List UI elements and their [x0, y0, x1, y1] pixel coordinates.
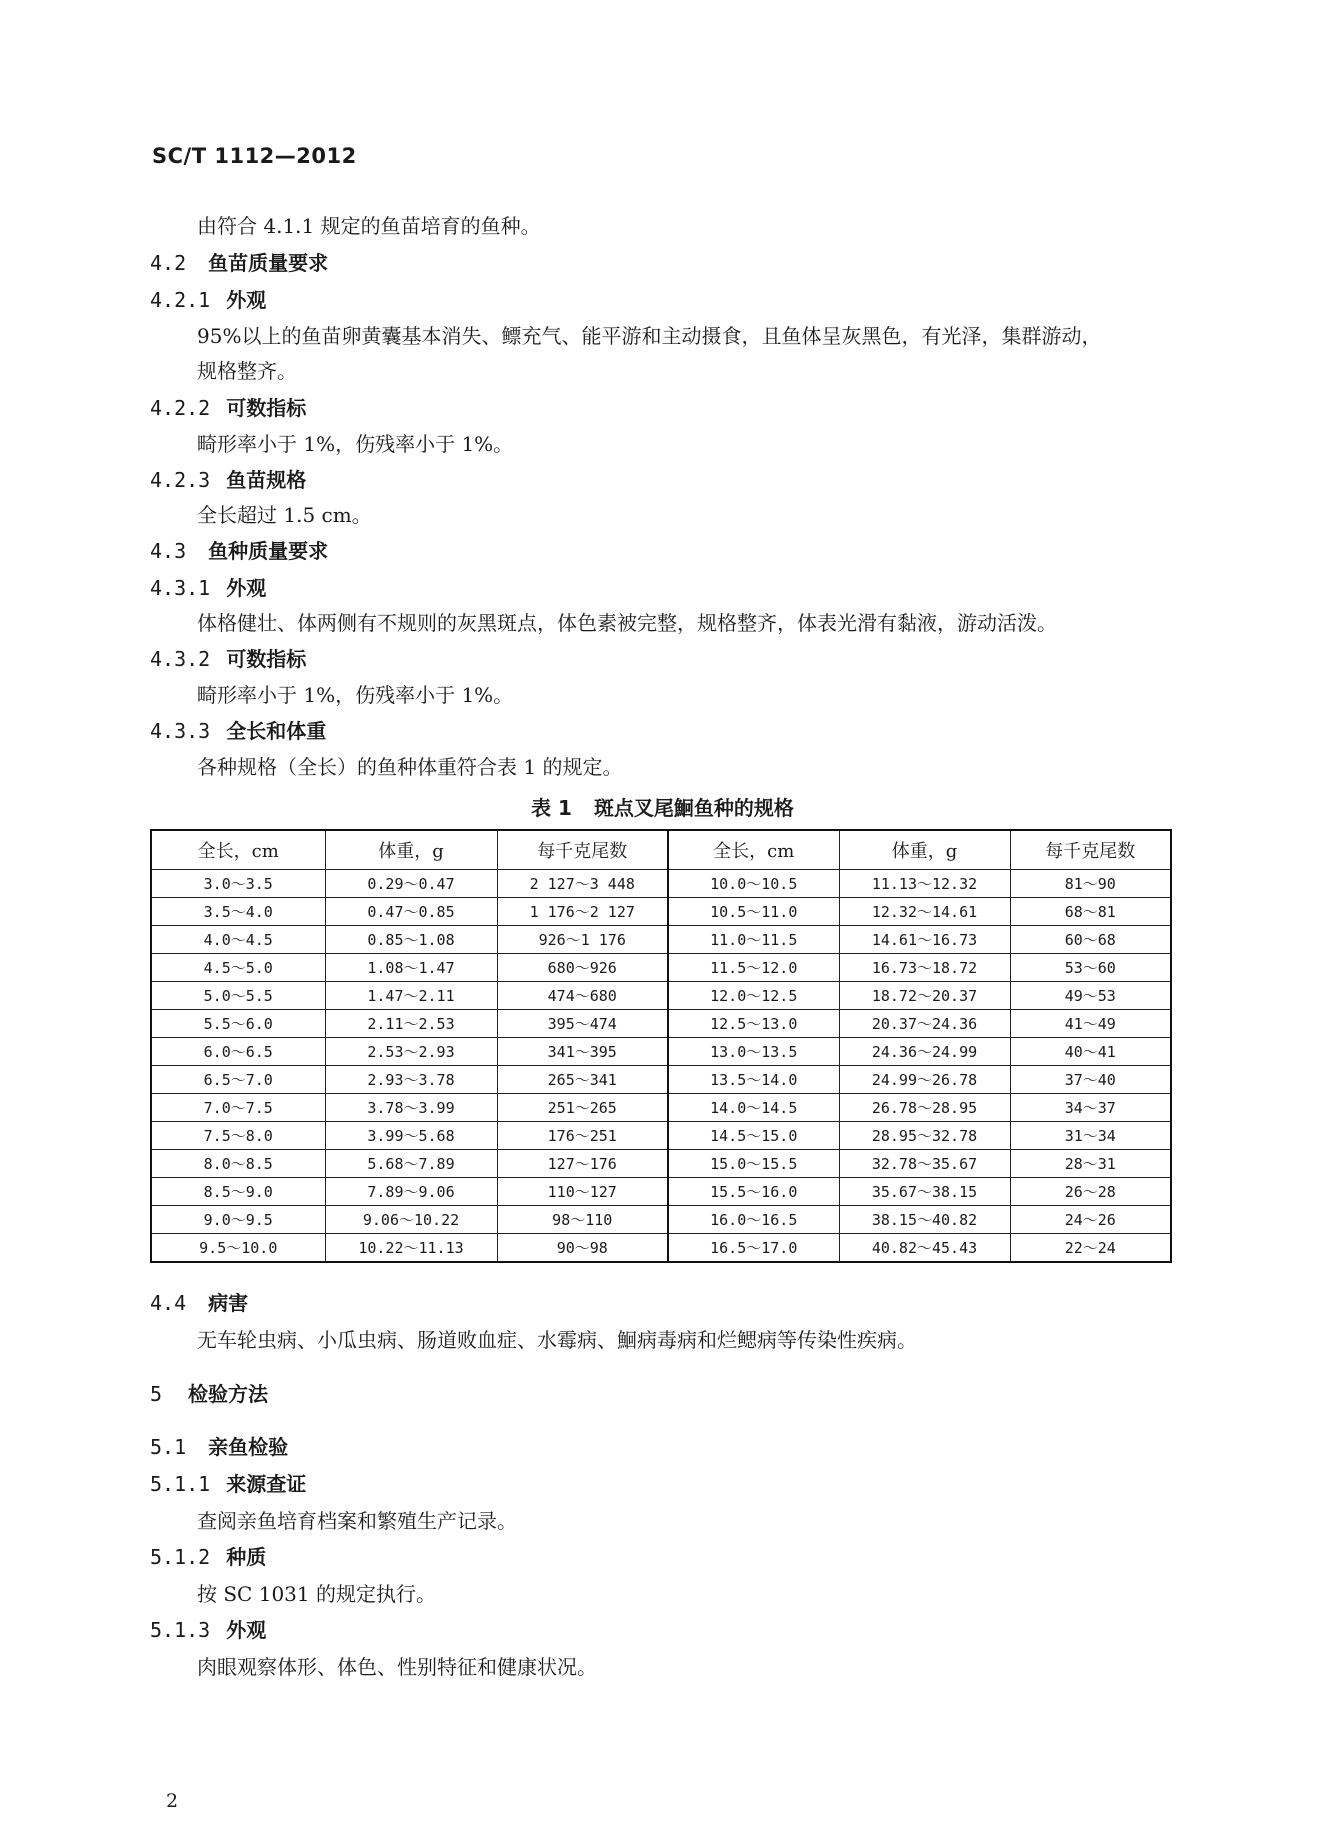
heading-4-2-3	[150, 464, 306, 493]
table-cell: 11.0～11.5	[668, 926, 839, 954]
table-cell: 9.5～10.0	[151, 1234, 325, 1263]
heading-5-1-2	[150, 1541, 266, 1570]
table-row	[151, 926, 1171, 954]
heading-title: 鱼苗质量要求	[208, 251, 329, 275]
table-cell: 7.0～7.5	[151, 1094, 325, 1122]
table-cell: 40.82～45.43	[839, 1234, 1010, 1263]
table-row	[151, 1234, 1171, 1263]
table-row	[151, 870, 1171, 898]
table-cell: 35.67～38.15	[839, 1178, 1010, 1206]
table-label: 表 1	[531, 796, 572, 820]
heading-number: 4.2.2	[150, 396, 211, 420]
table-cell: 2 127～3 448	[497, 870, 668, 898]
table-cell: 9.06～10.22	[325, 1206, 497, 1234]
table-cell: 926～1 176	[497, 926, 668, 954]
paragraph-5-1-3: 肉眼观察体形、体色、性别特征和健康状况。	[197, 1655, 597, 1679]
table-cell: 40～41	[1010, 1038, 1171, 1066]
table-cell: 3.0～3.5	[151, 870, 325, 898]
table-cell: 22～24	[1010, 1234, 1171, 1263]
paragraph-4-2-3: 全长超过 1.5 cm。	[197, 503, 372, 527]
table-cell: 2.11～2.53	[325, 1010, 497, 1038]
table-cell: 68～81	[1010, 898, 1171, 926]
table-row	[151, 1038, 1171, 1066]
column-header: 全长，cm	[668, 830, 839, 870]
heading-title: 鱼种质量要求	[208, 539, 329, 563]
table-cell: 41～49	[1010, 1010, 1171, 1038]
heading-number: 5	[150, 1382, 163, 1406]
paragraph-4-3-1: 体格健壮、体两侧有不规则的灰黑斑点，体色素被完整，规格整齐，体表光滑有黏液，游动活泼。	[197, 611, 1057, 635]
paragraph-4-2-2: 畸形率小于 1%，伤残率小于 1%。	[197, 432, 514, 456]
table-cell: 12.5～13.0	[668, 1010, 839, 1038]
heading-5	[150, 1378, 268, 1407]
table-cell: 176～251	[497, 1122, 668, 1150]
table-row	[151, 1206, 1171, 1234]
table-cell: 0.85～1.08	[325, 926, 497, 954]
table-header-row	[151, 830, 1171, 870]
table-cell: 98～110	[497, 1206, 668, 1234]
table-cell: 3.5～4.0	[151, 898, 325, 926]
heading-number: 4.2.1	[150, 288, 211, 312]
table-cell: 4.5～5.0	[151, 954, 325, 982]
table-cell: 10.0～10.5	[668, 870, 839, 898]
table-row	[151, 954, 1171, 982]
column-header: 每千克尾数	[1010, 830, 1171, 870]
heading-title: 外观	[226, 1618, 267, 1642]
table-cell: 6.5～7.0	[151, 1066, 325, 1094]
table-cell: 6.0～6.5	[151, 1038, 325, 1066]
paragraph-4-3-2: 畸形率小于 1%，伤残率小于 1%。	[197, 683, 514, 707]
heading-number: 5.1.3	[150, 1618, 211, 1642]
table-cell: 10.5～11.0	[668, 898, 839, 926]
table-cell: 10.22～11.13	[325, 1234, 497, 1263]
table-cell: 20.37～24.36	[839, 1010, 1010, 1038]
table-cell: 8.0～8.5	[151, 1150, 325, 1178]
heading-title: 检验方法	[188, 1382, 269, 1406]
table-cell: 1.47～2.11	[325, 982, 497, 1010]
heading-title: 种质	[226, 1545, 267, 1569]
heading-5-1-3	[150, 1614, 266, 1643]
table-row	[151, 1178, 1171, 1206]
table-cell: 265～341	[497, 1066, 668, 1094]
table-cell: 16.73～18.72	[839, 954, 1010, 982]
heading-number: 5.1.1	[150, 1472, 211, 1496]
heading-title: 全长和体重	[226, 719, 327, 743]
table-cell: 1.08～1.47	[325, 954, 497, 982]
table-cell: 16.5～17.0	[668, 1234, 839, 1263]
table-cell: 5.5～6.0	[151, 1010, 325, 1038]
table-cell: 12.0～12.5	[668, 982, 839, 1010]
table-cell: 28～31	[1010, 1150, 1171, 1178]
table-cell: 395～474	[497, 1010, 668, 1038]
heading-4-3-1	[150, 572, 266, 601]
table-cell: 14.5～15.0	[668, 1122, 839, 1150]
table-row	[151, 898, 1171, 926]
heading-number: 4.3.2	[150, 647, 211, 671]
table-cell: 26.78～28.95	[839, 1094, 1010, 1122]
heading-4-2	[150, 247, 328, 276]
table-cell: 26～28	[1010, 1178, 1171, 1206]
table-cell: 15.0～15.5	[668, 1150, 839, 1178]
table-caption	[0, 792, 1325, 821]
paragraph-5-1-2: 按 SC 1031 的规定执行。	[197, 1582, 436, 1606]
document-code: SC/T 1112—2012	[152, 144, 357, 168]
heading-5-1	[150, 1431, 288, 1460]
heading-title: 可数指标	[226, 647, 307, 671]
table-cell: 4.0～4.5	[151, 926, 325, 954]
table-cell: 1 176～2 127	[497, 898, 668, 926]
heading-4-2-1	[150, 284, 266, 313]
column-header: 全长，cm	[151, 830, 325, 870]
table-cell: 24.99～26.78	[839, 1066, 1010, 1094]
table-cell: 24～26	[1010, 1206, 1171, 1234]
table-cell: 3.78～3.99	[325, 1094, 497, 1122]
table-cell: 0.47～0.85	[325, 898, 497, 926]
table-cell: 8.5～9.0	[151, 1178, 325, 1206]
column-header: 体重，g	[839, 830, 1010, 870]
heading-title: 外观	[226, 576, 267, 600]
heading-title: 外观	[226, 288, 267, 312]
table-cell: 2.93～3.78	[325, 1066, 497, 1094]
table-cell: 11.13～12.32	[839, 870, 1010, 898]
table-cell: 15.5～16.0	[668, 1178, 839, 1206]
table-row	[151, 982, 1171, 1010]
heading-title: 亲鱼检验	[208, 1435, 289, 1459]
table-row	[151, 1122, 1171, 1150]
table-cell: 14.61～16.73	[839, 926, 1010, 954]
table-cell: 18.72～20.37	[839, 982, 1010, 1010]
table-cell: 38.15～40.82	[839, 1206, 1010, 1234]
heading-title: 来源查证	[226, 1472, 307, 1496]
column-header: 体重，g	[325, 830, 497, 870]
heading-4-3-2	[150, 643, 306, 672]
heading-title: 病害	[208, 1291, 249, 1315]
heading-number: 5.1.2	[150, 1545, 211, 1569]
paragraph-4-4: 无车轮虫病、小瓜虫病、肠道败血症、水霉病、鮰病毒病和烂鳃病等传染性疾病。	[197, 1328, 917, 1352]
fingerling-spec-table	[150, 829, 1172, 1263]
table-cell: 341～395	[497, 1038, 668, 1066]
heading-4-3	[150, 535, 328, 564]
heading-number: 4.3	[150, 539, 187, 563]
table-cell: 2.53～2.93	[325, 1038, 497, 1066]
heading-number: 4.2.3	[150, 468, 211, 492]
table-row	[151, 1094, 1171, 1122]
table-cell: 28.95～32.78	[839, 1122, 1010, 1150]
heading-number: 4.3.1	[150, 576, 211, 600]
table-cell: 49～53	[1010, 982, 1171, 1010]
table-cell: 34～37	[1010, 1094, 1171, 1122]
table-cell: 24.36～24.99	[839, 1038, 1010, 1066]
table-cell: 9.0～9.5	[151, 1206, 325, 1234]
paragraph-4-2-1-line2: 规格整齐。	[197, 359, 297, 383]
page-number: 2	[166, 1790, 179, 1812]
column-header: 每千克尾数	[497, 830, 668, 870]
table-cell: 81～90	[1010, 870, 1171, 898]
heading-4-4	[150, 1287, 248, 1316]
table-cell: 31～34	[1010, 1122, 1171, 1150]
table-cell: 680～926	[497, 954, 668, 982]
table-cell: 11.5～12.0	[668, 954, 839, 982]
table-cell: 37～40	[1010, 1066, 1171, 1094]
table-cell: 474～680	[497, 982, 668, 1010]
table-cell: 53～60	[1010, 954, 1171, 982]
heading-4-2-2	[150, 392, 306, 421]
table-cell: 16.0～16.5	[668, 1206, 839, 1234]
heading-4-3-3	[150, 715, 326, 744]
table-cell: 13.0～13.5	[668, 1038, 839, 1066]
table-cell: 5.0～5.5	[151, 982, 325, 1010]
heading-5-1-1	[150, 1468, 306, 1497]
heading-number: 4.2	[150, 251, 187, 275]
heading-number: 5.1	[150, 1435, 187, 1459]
table-cell: 110～127	[497, 1178, 668, 1206]
table-row	[151, 1010, 1171, 1038]
table-row	[151, 1150, 1171, 1178]
table-cell: 12.32～14.61	[839, 898, 1010, 926]
table-cell: 7.5～8.0	[151, 1122, 325, 1150]
heading-number: 4.4	[150, 1291, 187, 1315]
table-cell: 127～176	[497, 1150, 668, 1178]
table-cell: 0.29～0.47	[325, 870, 497, 898]
table-title: 斑点叉尾鮰鱼种的规格	[593, 796, 794, 820]
table-cell: 3.99～5.68	[325, 1122, 497, 1150]
paragraph-4-2-1-line1: 95%以上的鱼苗卵黄囊基本消失、鳔充气、能平游和主动摄食，且鱼体呈灰黑色，有光泽，集群游动，	[197, 324, 1102, 348]
paragraph-4-3-3: 各种规格（全长）的鱼种体重符合表 1 的规定。	[197, 755, 623, 779]
heading-title: 鱼苗规格	[226, 468, 307, 492]
table-cell: 60～68	[1010, 926, 1171, 954]
heading-number: 4.3.3	[150, 719, 211, 743]
table-cell: 7.89～9.06	[325, 1178, 497, 1206]
table-row	[151, 1066, 1171, 1094]
table-cell: 14.0～14.5	[668, 1094, 839, 1122]
heading-title: 可数指标	[226, 396, 307, 420]
table-cell: 251～265	[497, 1094, 668, 1122]
table-cell: 5.68～7.89	[325, 1150, 497, 1178]
intro-text: 由符合 4.1.1 规定的鱼苗培育的鱼种。	[197, 214, 541, 238]
table-cell: 90～98	[497, 1234, 668, 1263]
table-cell: 13.5～14.0	[668, 1066, 839, 1094]
paragraph-5-1-1: 查阅亲鱼培育档案和繁殖生产记录。	[197, 1509, 517, 1533]
table-cell: 32.78～35.67	[839, 1150, 1010, 1178]
